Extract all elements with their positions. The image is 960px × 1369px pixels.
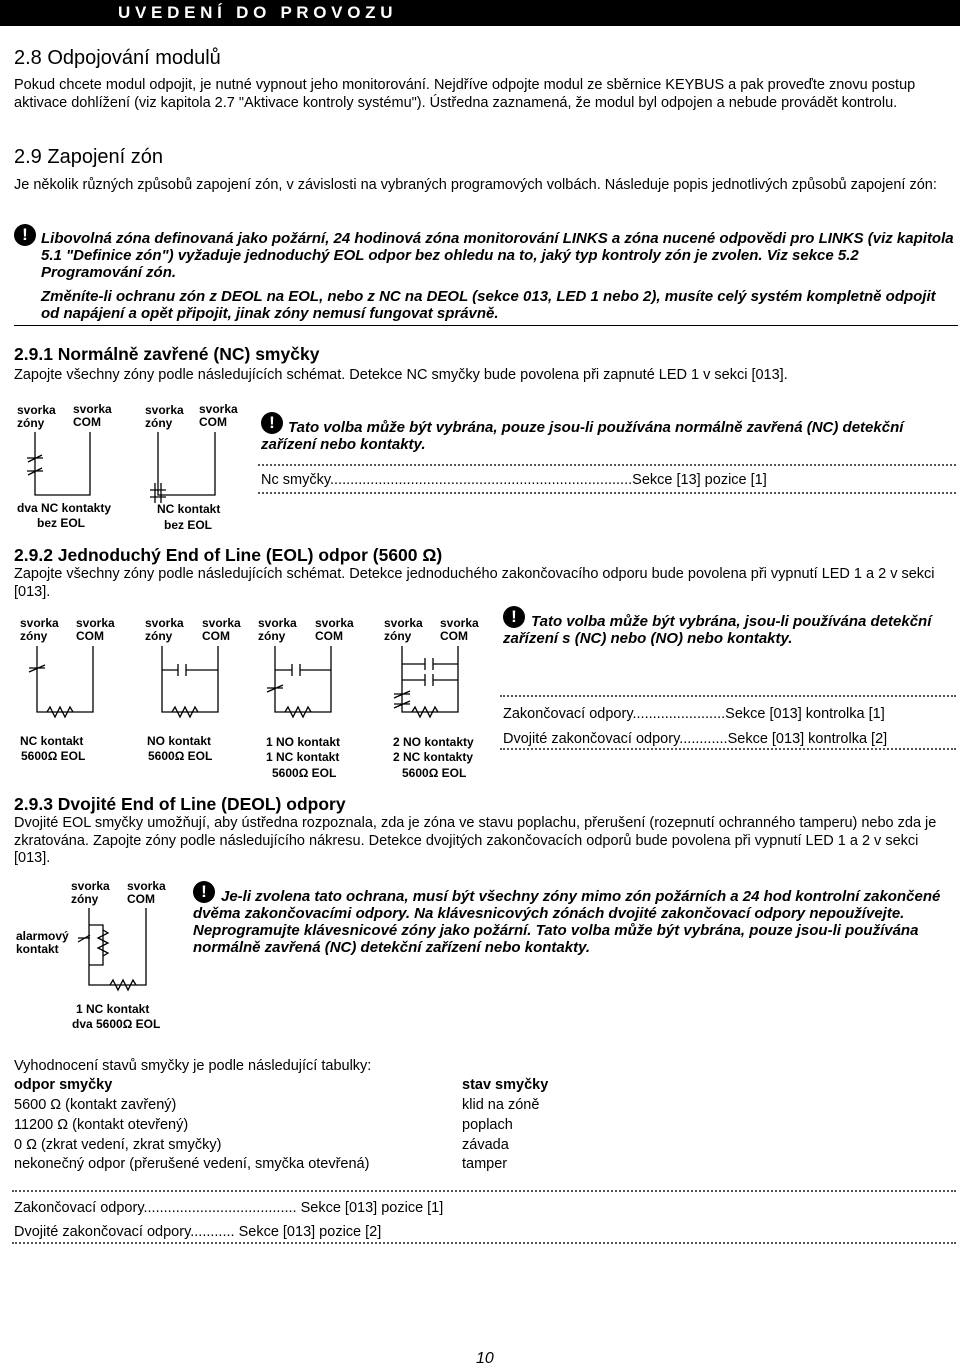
diagram-zone-label: svorka zóny (145, 616, 184, 643)
diagram-zone-label: svorka zóny (145, 403, 184, 430)
diagram-com-label: svorka COM (315, 616, 354, 643)
ref-eol: Zakončovací odpory...................................... Sekce [013] pozice [1] (14, 1200, 444, 1216)
section-2-9-3-text: Dvojité EOL smyčky umožňují, aby ústředna rozpoznala, zda je zóna ve stavu poplachu, přerušení (rozepnutí ochranného tamperu) nebo zda je zkratována. Zapojte zóny podle následujícího nákresu. Detekce dvojitých zakončovacích odporů bude povolena při vypnutí LED 1 a 2 v sekci [013]. (14, 815, 937, 866)
diagram-zone-label: svorka zóny (17, 403, 56, 430)
diagram-com-label: svorka COM (440, 616, 479, 643)
diagram-com-label: svorka COM (73, 402, 112, 429)
section-2-9-3-title: 2.9.3 Dvojité End of Line (DEOL) odpory (14, 794, 346, 814)
diagram-caption: dva NC kontakty (17, 501, 112, 515)
diagram-caption: 5600Ω EOL (148, 749, 213, 763)
ref-deol: Dvojité zakončovací odpory............Sekce [013] kontrolka [2] (503, 731, 888, 747)
diagram-caption: dva 5600Ω EOL (72, 1017, 161, 1031)
diagram-com-label: svorka COM (199, 402, 238, 429)
diagram-caption: 5600Ω EOL (272, 766, 337, 780)
section-2-9-text: Je několik různých způsobů zapojení zón, v závislosti na vybraných programových volbách. Následuje popis jednotlivých způsobů zapojení zón: (14, 177, 937, 193)
warning-links: Libovolná zóna definovaná jako požární, 24 hodinová zóna monitorování LINKS a zóna nucené odpovědi pro LINKS (viz kapitola 5.1 "Definice zón") vyžaduje jednoduchý EOL odpor bez ohledu na to, jaký typ kontroly zón je zvolen. Viz sekce 5.2 Programování zón. (41, 230, 954, 281)
diagram-caption: 2 NC kontakty (393, 750, 474, 764)
diagram-caption: 5600Ω EOL (21, 749, 86, 763)
ref-nc-loops: Nc smyčky...........................................................................Sekce [13] pozice [1] (261, 472, 767, 488)
ref-eol: Zakončovací odpory.......................Sekce [013] kontrolka [1] (503, 706, 885, 722)
dotted-rule (12, 1190, 956, 1196)
warning-deol-change: Změníte-li ochranu zón z DEOL na EOL, nebo z NC na DEOL (sekce 013, LED 1 nebo 2), musíte celý systém kompletně odpojit od napájení a opět připojit, jinak zóny nemusí fungovat správně. (41, 288, 936, 322)
page-number: 10 (476, 1350, 494, 1367)
diagram-alarm-label: alarmový kontakt (16, 929, 69, 956)
diagram-com-label: svorka COM (127, 879, 166, 906)
table-header-resistance: odpor smyčky (14, 1077, 113, 1093)
table-cell: poplach (462, 1117, 513, 1133)
warning-icon: ! (14, 224, 36, 246)
ref-deol: Dvojité zakončovací odpory........... Sekce [013] pozice [2] (14, 1224, 382, 1240)
table-cell: klid na zóně (462, 1097, 540, 1113)
diagram-com-label: svorka COM (76, 616, 115, 643)
diagram-com-label: svorka COM (202, 616, 241, 643)
diagram-zone-label: svorka zóny (71, 879, 110, 906)
section-2-9-1-title: 2.9.1 Normálně zavřené (NC) smyčky (14, 344, 320, 364)
diagram-zone-label: svorka zóny (384, 616, 423, 643)
table-cell: tamper (462, 1156, 508, 1172)
section-2-8-text: Pokud chcete modul odpojit, je nutné vypnout jeho monitorování. Nejdříve odpojte modul ze sběrnice KEYBUS a pak proveďte znovu postup aktivace dohlížení (viz kapitola 2.7 "Aktivace kontroly systému"). Ústředna zaznamená, že modul byl odpojen a nebude provádět kontrolu. (14, 77, 916, 111)
table-intro: Vyhodnocení stavů smyčky je podle následující tabulky: (14, 1058, 372, 1074)
warning-icon: ! (503, 606, 525, 628)
diagram-caption: bez EOL (164, 518, 213, 532)
diagram-caption: 2 NO kontakty (393, 735, 474, 749)
diagram-caption: 5600Ω EOL (402, 766, 467, 780)
warning-nc-no: Tato volba může být vybrána, jsou-li používána detekční zařízení s (NC) nebo (NO) nebo kontakty. (503, 613, 932, 647)
section-2-8-title: 2.8 Odpojování modulů (14, 47, 221, 69)
dotted-rule (12, 1242, 956, 1248)
table-cell: 0 Ω (zkrat vedení, zkrat smyčky) (14, 1137, 222, 1153)
diagram-zone-label: svorka zóny (20, 616, 59, 643)
section-2-9-2-text: Zapojte všechny zóny podle následujících schémat. Detekce jednoduchého zakončovacího odporu bude povolena při vypnutí LED 1 a 2 v sekci [013]. (14, 566, 935, 600)
section-2-9-title: 2.9 Zapojení zón (14, 146, 163, 168)
diagram-zone-label: svorka zóny (258, 616, 297, 643)
diagram-caption: 1 NC kontakt (266, 750, 340, 764)
table-cell: 11200 Ω (kontakt otevřený) (14, 1117, 189, 1133)
section-2-9-2-title: 2.9.2 Jednoduchý End of Line (EOL) odpor (5600 Ω) (14, 545, 443, 565)
table-cell: nekonečný odpor (přerušené vedení, smyčka otevřená) (14, 1156, 370, 1172)
diagram-caption: NC kontakt (20, 734, 84, 748)
warning-icon: ! (261, 412, 283, 434)
table-header-state: stav smyčky (462, 1077, 549, 1093)
diagram-caption: NC kontakt (157, 502, 221, 516)
table-cell: 5600 Ω (kontakt zavřený) (14, 1097, 177, 1113)
section-2-9-1-text: Zapojte všechny zóny podle následujících schémat. Detekce NC smyčky bude povolena při zapnuté LED 1 v sekci [013]. (14, 367, 788, 383)
diagram-caption: 1 NO kontakt (266, 735, 341, 749)
warning-nc-only: Tato volba může být vybrána, pouze jsou-li používána normálně zavřená (NC) detekční zařízení nebo kontakty. (261, 419, 904, 453)
table-cell: závada (462, 1137, 509, 1153)
diagram-caption: bez EOL (37, 516, 86, 530)
warning-deol: Je-li zvolena tato ochrana, musí být všechny zóny mimo zón požárních a 24 hod kontrolní zakončené dvěma zakončovacími odpory. Na klávesnicových zónách dvojité zakončovací odpory nepoužívejte. Neprogramujte klávesnicové zóny jako požární. Tato volba může být vybrána, pouze jsou-li používána normálně zavřená (NC) detekční zařízení nebo kontakty. (193, 888, 941, 956)
warning-icon: ! (193, 881, 215, 903)
header-title: U V E D E N Í D O P R O V O Z U (118, 3, 393, 22)
diagram-caption: NO kontakt (147, 734, 212, 748)
diagram-caption: 1 NC kontakt (76, 1002, 150, 1016)
